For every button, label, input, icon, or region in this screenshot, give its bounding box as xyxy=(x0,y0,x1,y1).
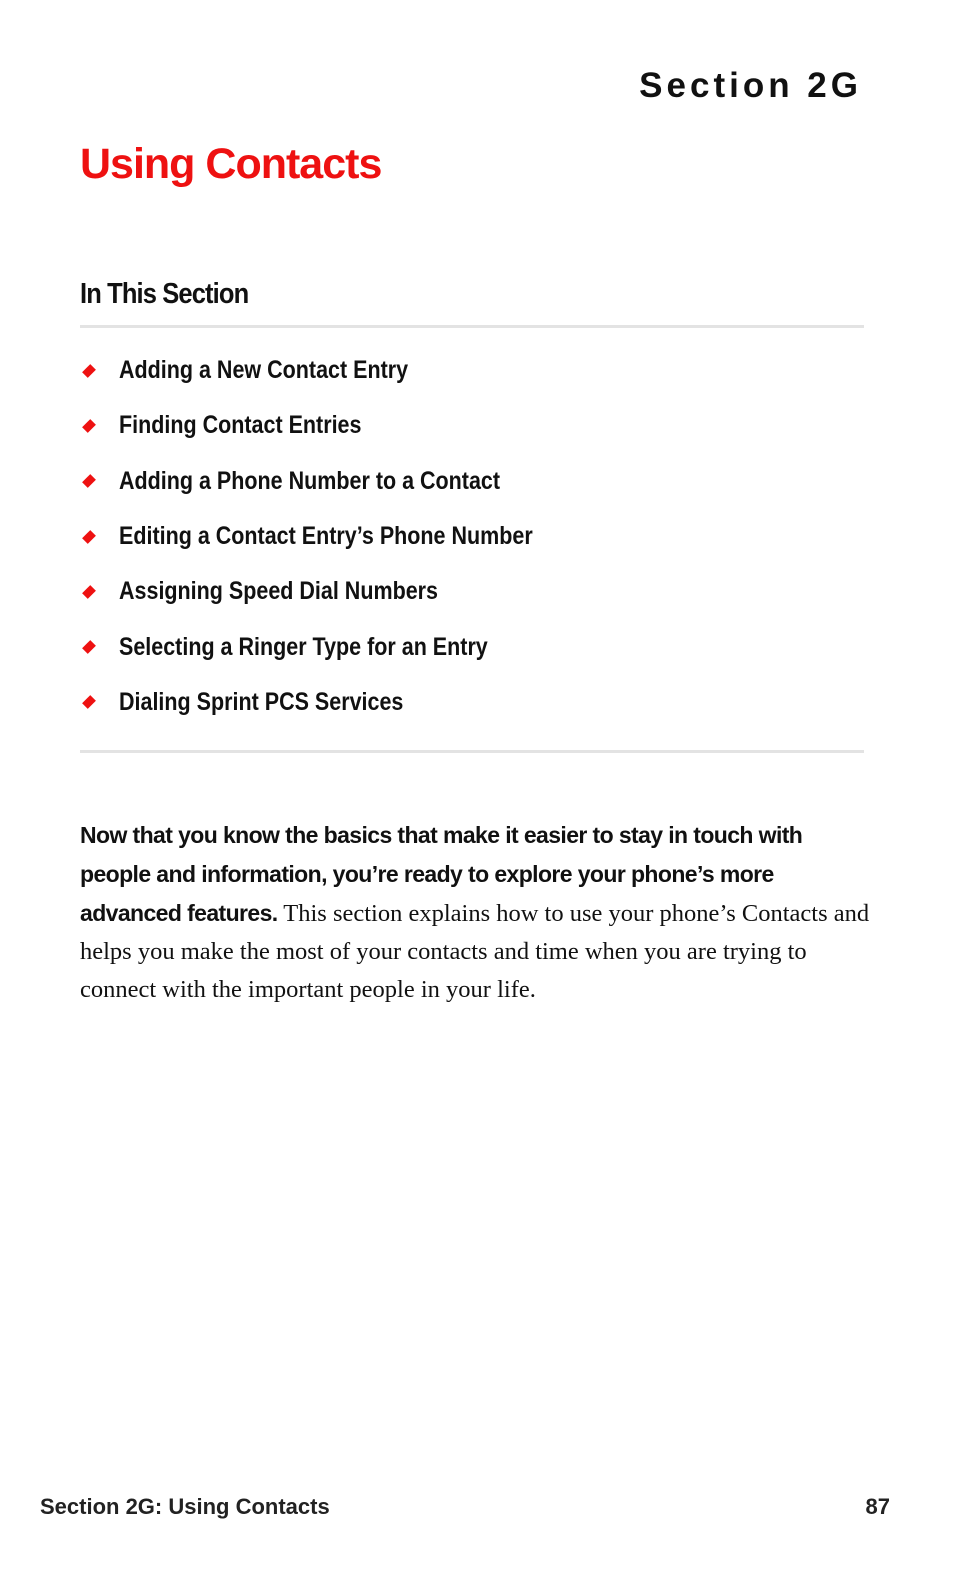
intro-lead: Now that you know the basics that make it easier to stay in touch with people and information, you’re ready to explore your phone’s more advanced features. xyxy=(80,822,803,926)
toc-item-label: Dialing Sprint PCS Services xyxy=(119,687,404,716)
toc-heading: In This Section xyxy=(80,278,249,310)
diamond-bullet-icon xyxy=(82,419,96,433)
page-number: 87 xyxy=(865,1494,890,1519)
section-label: Section 2G xyxy=(639,66,862,105)
toc-item[interactable] xyxy=(80,398,864,453)
diamond-bullet-icon xyxy=(82,364,96,378)
toc-item-label: Editing a Contact Entry’s Phone Number xyxy=(119,522,533,551)
toc-item-label: Assigning Speed Dial Numbers xyxy=(119,577,438,606)
toc-item[interactable] xyxy=(80,454,864,509)
page-title: Using Contacts xyxy=(80,140,382,188)
diamond-bullet-icon xyxy=(82,696,96,710)
toc-item[interactable] xyxy=(80,509,864,564)
toc-item-label: Finding Contact Entries xyxy=(119,411,362,440)
toc-item[interactable] xyxy=(80,343,864,398)
diamond-bullet-icon xyxy=(82,530,96,544)
intro-paragraph xyxy=(80,816,870,1009)
toc-item[interactable] xyxy=(80,619,864,674)
intro-body: This section explains how to use your phone’s Contacts and helps you make the most of your contacts and time when you are trying to connect with the important people in your life. xyxy=(80,900,870,1003)
diamond-bullet-icon xyxy=(82,474,96,488)
toc-bottom-divider xyxy=(80,750,864,753)
toc-item-label: Adding a Phone Number to a Contact xyxy=(119,466,501,495)
toc-item-label: Adding a New Contact Entry xyxy=(119,356,409,385)
footer-section-label: Section 2G: Using Contacts xyxy=(40,1494,330,1519)
diamond-bullet-icon xyxy=(82,585,96,599)
toc-list xyxy=(80,343,864,730)
toc-top-divider xyxy=(80,325,864,328)
diamond-bullet-icon xyxy=(82,640,96,654)
toc-item-label: Selecting a Ringer Type for an Entry xyxy=(119,632,488,661)
toc-item[interactable] xyxy=(80,675,864,730)
toc-item[interactable] xyxy=(80,564,864,619)
